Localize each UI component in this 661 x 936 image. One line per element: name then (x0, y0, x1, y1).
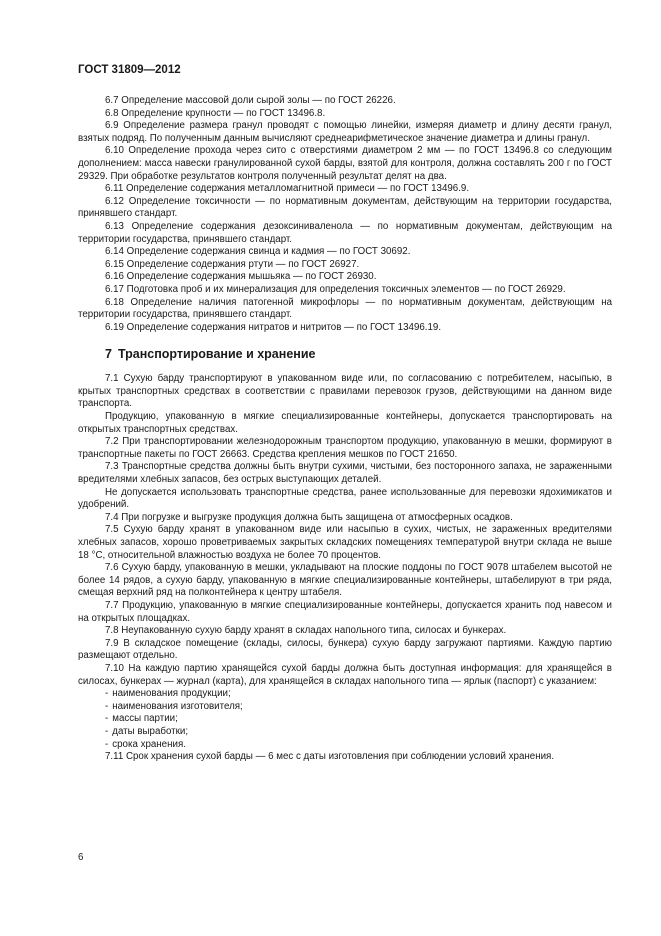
paragraph-7-7: 7.7 Продукцию, упакованную в мягкие специализированные контейнеры, допускается хранить под навесом и на открытых площадках. (78, 599, 612, 624)
section-heading (78, 347, 612, 362)
paragraph-7-3: 7.3 Транспортные средства должны быть внутри сухими, чистыми, без посторонного запаха, не зараженными вредителями хлебных запасов, без острых выступающих деталей. (78, 461, 612, 486)
page-number: 6 (78, 852, 84, 863)
paragraph-7-4: 7.4 При погрузке и выгрузке продукция должна быть защищена от атмосферных осадков. (105, 511, 513, 523)
paragraph-7-8: 7.8 Неупакованную сухую барду хранят в складах напольного типа, силосах и бункерах. (105, 625, 507, 637)
paragraph-7-11: 7.11 Срок хранения сухой барды — 6 мес с даты изготовления при соблюдении условий хранения. (105, 751, 555, 763)
paragraph-7-1-note: Продукцию, упакованную в мягкие специализированные контейнеры, допускается транспортировать на открытых транспортных средствах. (78, 411, 612, 435)
paragraph-7-1: 7.1 Сухую барду транспортируют в упакованном виде или, по согласованию с потребителем, насыпью, в крытых транспортных средствах в соответствии с правилами перевозок грузов, действующими на данном виде транспорта. (78, 373, 612, 410)
section-title: Транспортирование и хранение (117, 347, 316, 362)
paragraph-6-18: 6.18 Определение наличия патогенной микрофлоры — по нормативным документам, действующим на территории государства, принявшего стандарт. (78, 296, 612, 321)
section-number: 7 (105, 347, 112, 362)
paragraph-6-12: 6.12 Определение токсичности — по нормативным документам, действующим на территории государства, принявшего стандарт. (78, 195, 612, 220)
paragraph-6-17: 6.17 Подготовка проб и их минерализация для определения токсичных элементов — по ГОСТ 26929. (105, 283, 566, 295)
paragraph-7-9: 7.9 В складское помещение (склады, силосы, бункера) сухую барду загружают партиями. Каждую партию размещают отдельно. (78, 637, 612, 662)
paragraph-7-3-note: Не допускается использовать транспортные средства, ранее использованные для перевозки ядохимикатов и удобрений. (78, 486, 612, 511)
page-header: ГОСТ 31809—2012 (78, 64, 181, 76)
paragraph-7-2: 7.2 При транспортировании железнодорожным транспортом продукцию, упакованную в мешки, формируют в транспортные пакеты по ГОСТ 26663. Средства крепления мешков по ГОСТ 21650. (78, 436, 612, 460)
paragraph-6-19: 6.19 Определение содержания нитратов и нитритов — по ГОСТ 13496.19. (105, 321, 442, 333)
list-item: - наименования изготовителя; (78, 701, 612, 714)
list-item: - массы партии; (78, 713, 612, 726)
paragraph-6-7: 6.7 Определение массовой доли сырой золы — по ГОСТ 26226. (105, 95, 396, 106)
list-item: - даты выработки; (78, 726, 612, 739)
paragraph-6-8: 6.8 Определение крупности — по ГОСТ 13496.8. (105, 107, 326, 119)
paragraph-6-15: 6.15 Определение содержания ртути — по ГОСТ 26927. (105, 258, 360, 270)
paragraph-7-10: 7.10 На каждую партию хранящейся сухой барды должна быть доступная информация: для хранящейся в силосах, бункерах — журнал (карта), для хранящейся в складах напольного типа — ярлык (паспорт) с указанием: (78, 662, 612, 687)
list-item: - срока хранения. (78, 739, 612, 752)
paragraph-6-9: 6.9 Определение размера гранул проводят с помощью линейки, измеряя диаметр и длину десяти гранул, взятых подряд. По полученным данным вычисляют среднеарифметическое значение диаметра и длины гранул. (78, 120, 612, 144)
list-item: - наименования продукции; (78, 688, 612, 701)
paragraph-6-10: 6.10 Определение прохода через сито с отверстиями диаметром 2 мм — по ГОСТ 13496.8 со следующим дополнением: масса навески гранулированной сухой барды, взятой для контроля, должна составлять 200 г по ГОСТ 29329. При обработке результатов контроля полученный результат делят на два. (78, 145, 612, 182)
page-content (78, 95, 612, 764)
paragraph-7-6: 7.6 Сухую барду, упакованную в мешки, укладывают на плоские поддоны по ГОСТ 9078 штабелем высотой не более 14 рядов, а сухую барду, упакованную в мягкие специализированные контейнеры, штабелируют в три ряда, смещая верхний ряд на полконтейнера к центру штабеля. (78, 562, 612, 599)
paragraph-6-16: 6.16 Определение содержания мышьяка — по ГОСТ 26930. (105, 271, 377, 283)
paragraph-6-11: 6.11 Определение содержания металломагнитной примеси — по ГОСТ 13496.9. (105, 183, 470, 195)
paragraph-7-5: 7.5 Сухую барду хранят в упакованном виде или насыпью в сухих, чистых, не зараженных вредителями хлебных запасов, хорошо проветриваемых закрытых складских помещениях температурой внутри склада не выше 18 °С, относительной влажностью воздуха не более 70 процентов. (78, 524, 612, 561)
paragraph-6-13: 6.13 Определение содержания дезоксиниваленола — по нормативным документам, действующим на территории государства, принявшего стандарт. (78, 220, 612, 245)
paragraph-6-14: 6.14 Определение содержания свинца и кадмия — по ГОСТ 30692. (105, 246, 411, 258)
